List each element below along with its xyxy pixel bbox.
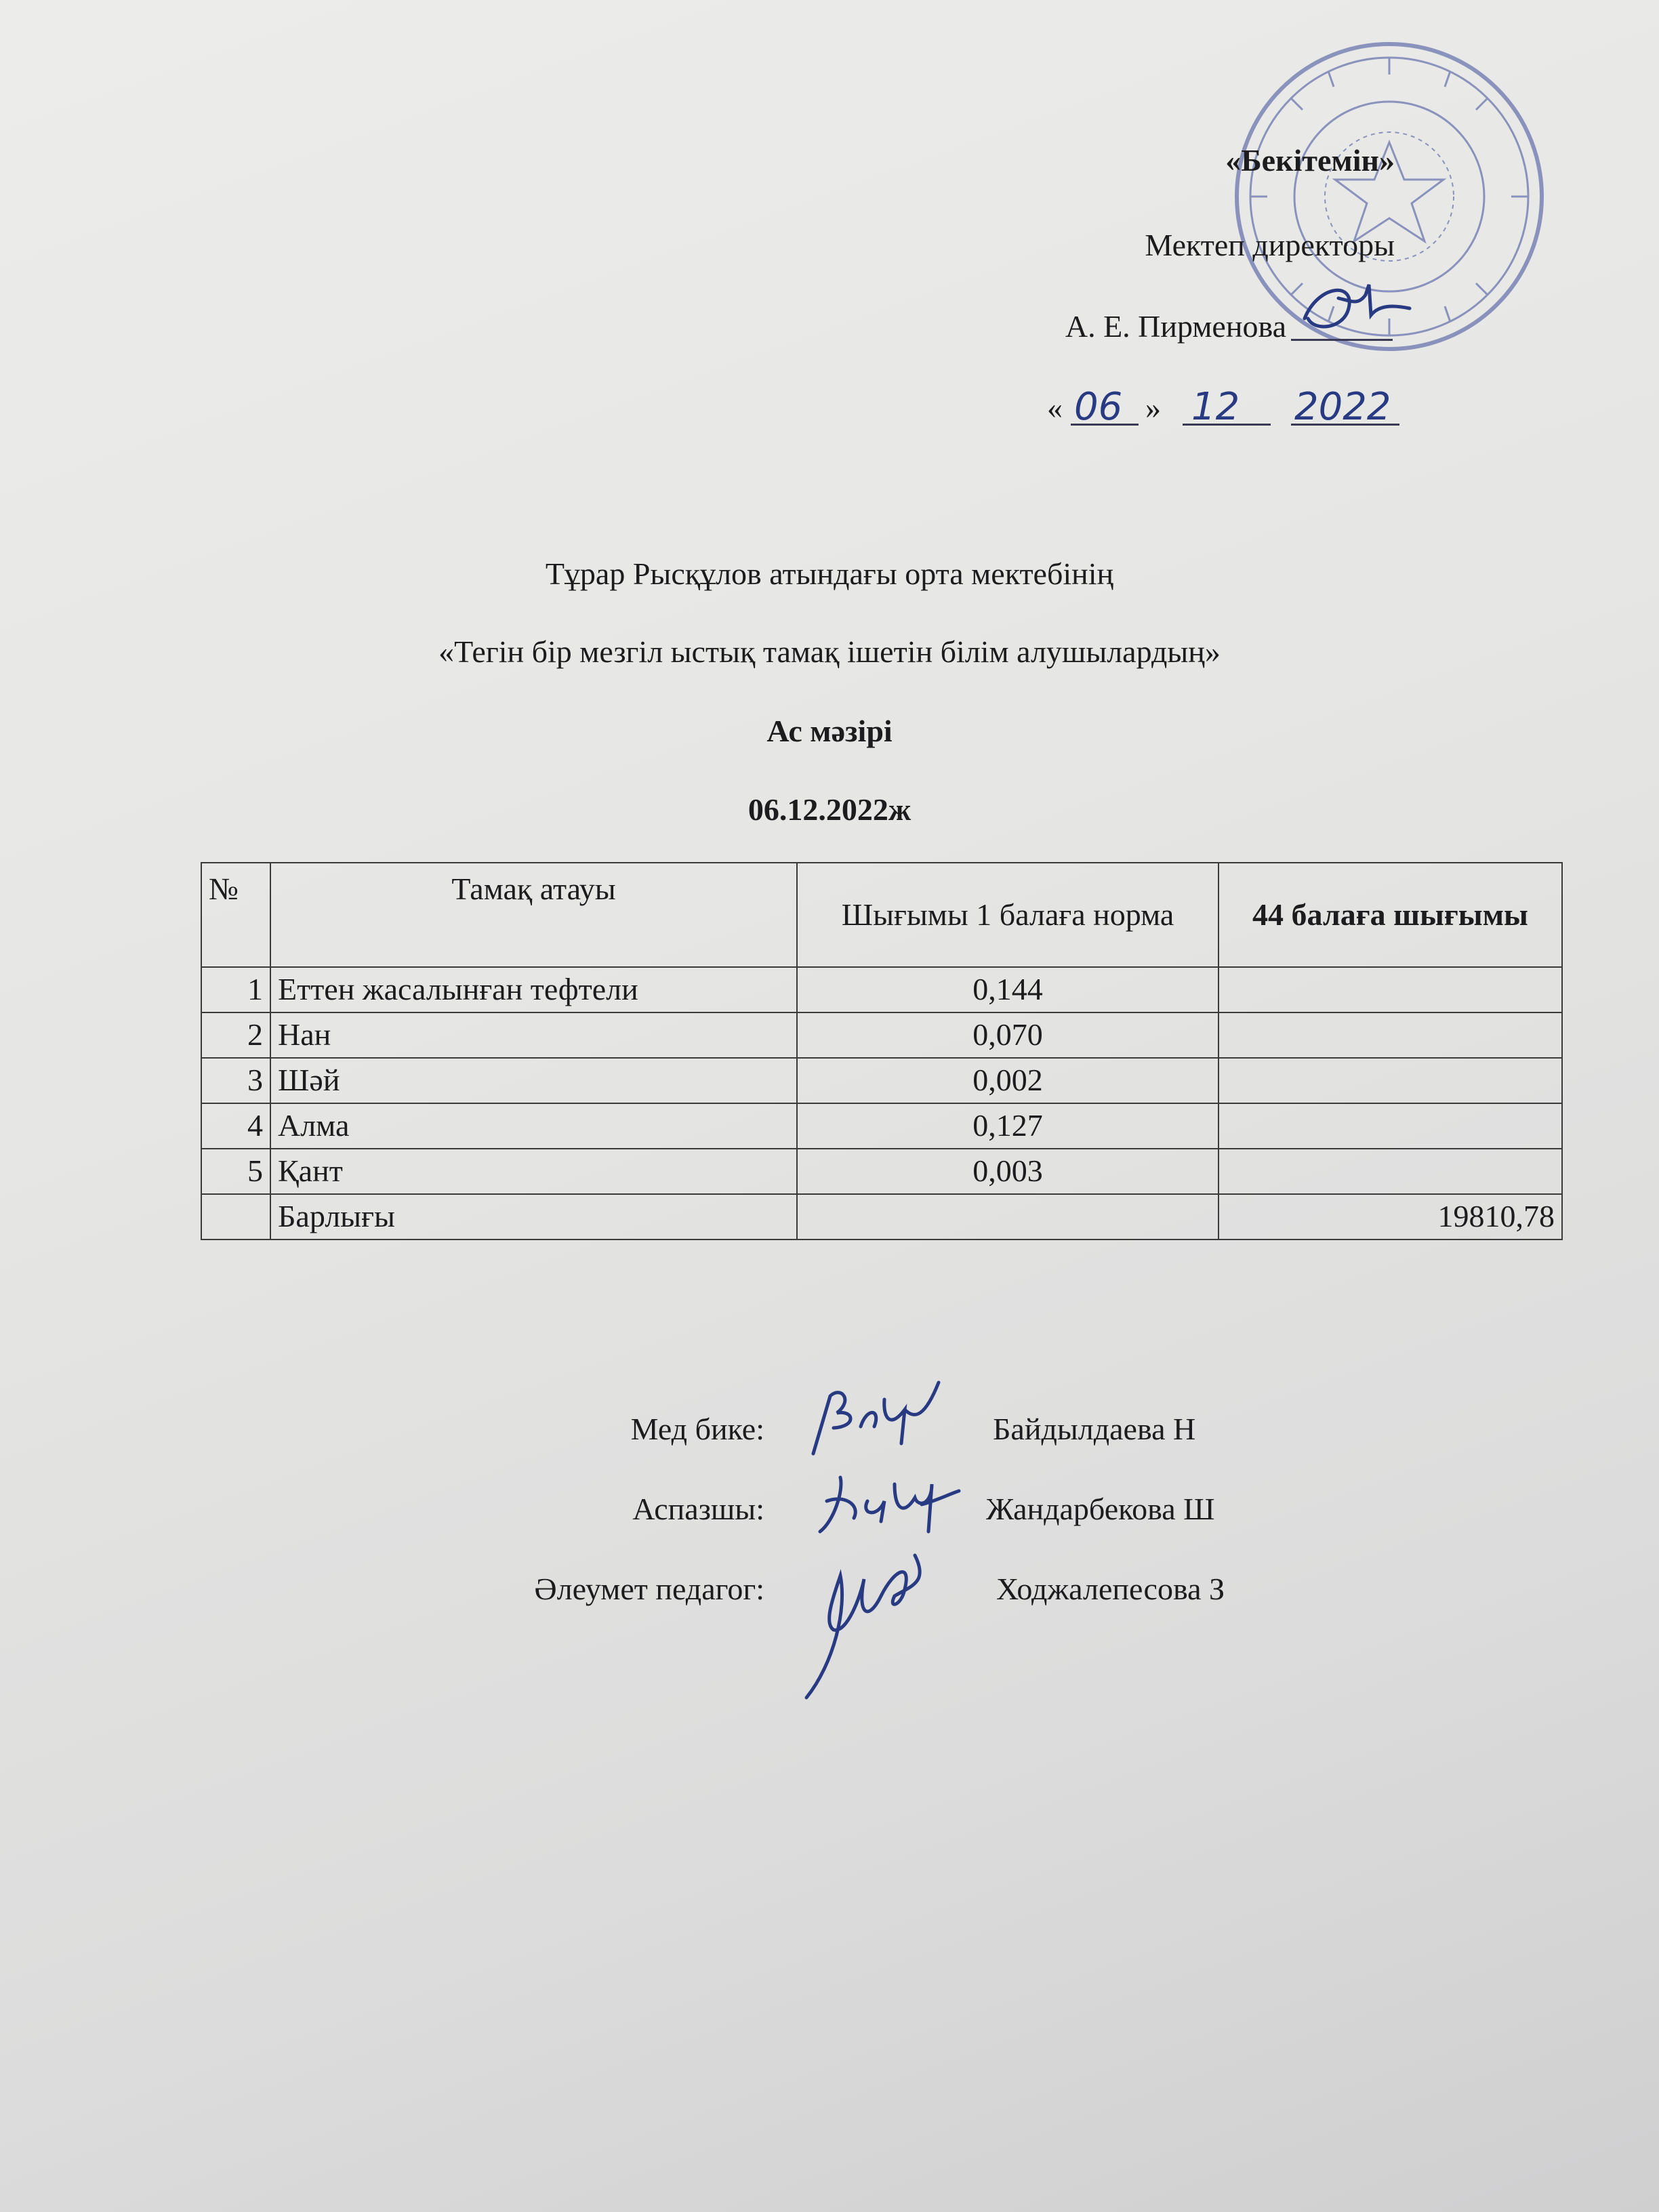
row-num: 2 [201,1012,270,1058]
table-total-row [201,1194,1562,1240]
row-name: Шәй [270,1058,797,1103]
signature-name-social-pedagogue: Ходжалепесова З [996,1572,1225,1606]
approval-title: «Бекітемін» [1225,143,1395,178]
signature-label-cook: Аспазшы: [632,1492,764,1526]
header-num: № [201,863,270,967]
approval-role: Мектеп директоры [1145,228,1395,262]
document-title: Ас мәзірі [766,714,893,748]
row-norm: 0,144 [797,967,1218,1012]
signature-name-cook: Жандарбекова Ш [986,1492,1215,1526]
signature-name-nurse: Байдылдаева Н [993,1412,1196,1446]
date-open-quote: « [1047,390,1063,425]
date-close-quote: » [1145,390,1161,425]
header-norm: Шығымы 1 балаға норма [797,863,1218,967]
row-qty [1218,967,1562,1012]
total-qty: 19810,78 [1218,1194,1562,1240]
date-year: 2022 [1294,385,1391,429]
row-num: 5 [201,1149,270,1194]
signature-label-nurse: Мед бике: [630,1412,764,1446]
approval-director-name: А. Е. Пирменова [1065,309,1286,344]
row-num: 4 [201,1103,270,1149]
table-row [201,1149,1562,1194]
table-row [201,1058,1562,1103]
cook-signature [813,1464,962,1538]
row-name: Қант [270,1149,797,1194]
table-row [201,1012,1562,1058]
signature-label-social-pedagogue: Әлеумет педагог: [534,1572,764,1606]
row-norm: 0,070 [797,1012,1218,1058]
table-row [201,1103,1562,1149]
row-num: 3 [201,1058,270,1103]
header-name: Тамақ атауы [270,863,797,967]
total-num [201,1194,270,1240]
row-name: Алма [270,1103,797,1149]
row-qty [1218,1103,1562,1149]
row-qty [1218,1012,1562,1058]
menu-table [201,862,1563,1240]
row-name: Еттен жасалынған тефтели [270,967,797,1012]
row-norm: 0,127 [797,1103,1218,1149]
total-label: Барлығы [270,1194,797,1240]
document-date: 06.12.2022ж [747,792,912,827]
row-norm: 0,002 [797,1058,1218,1103]
total-norm [797,1194,1218,1240]
nurse-signature [803,1379,945,1460]
row-num: 1 [201,967,270,1012]
school-heading: Тұрар Рысқұлов атындағы орта мектебінің [545,556,1114,591]
row-name: Нан [270,1012,797,1058]
document-subtitle: «Тегін бір мезгіл ыстық тамақ ішетін білім алушылардың» [438,634,1221,669]
director-signature [1291,271,1413,346]
table-header-row [201,863,1562,967]
row-qty [1218,1058,1562,1103]
social-pedagogue-signature [793,1549,949,1704]
table-row [201,967,1562,1012]
date-month: 12 [1191,385,1240,429]
row-norm: 0,003 [797,1149,1218,1194]
header-qty: 44 балаға шығымы [1218,863,1562,967]
row-qty [1218,1149,1562,1194]
date-day: 06 [1074,385,1123,429]
